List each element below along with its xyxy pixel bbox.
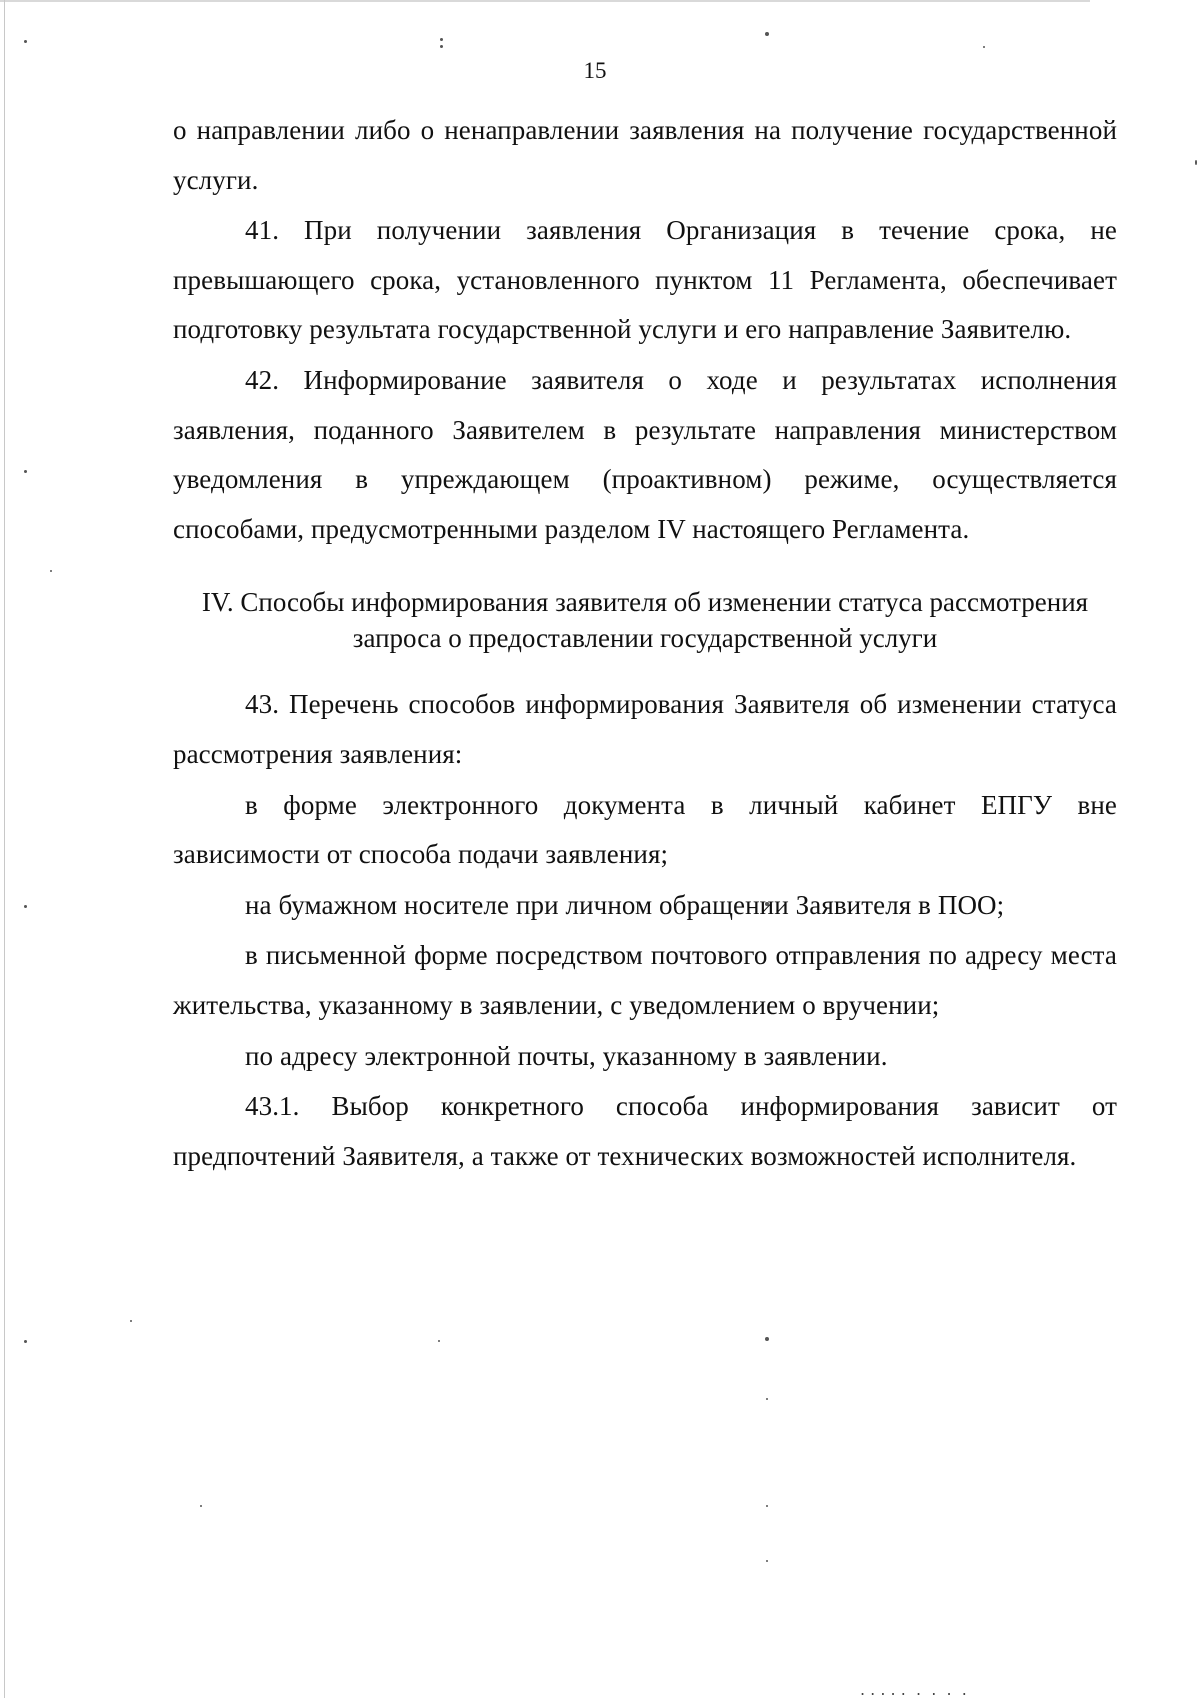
paragraph-43: 43. Перечень способов информирования Заявителя об изменении статуса рассмотрения заявления: (173, 689, 1117, 769)
method-paper: на бумажном носителе при личном обращении Заявителя в ПОО; (245, 889, 1005, 920)
paragraph-41: 41. При получении заявления Организация в течение срока, не превышающего срока, установленного пунктом 11 Регламента, обеспечивает подготовку результата государственной услуги и его направление Заявителю. (173, 215, 1117, 345)
scan-speck (1195, 160, 1197, 165)
scan-speck (24, 905, 27, 908)
scan-speck (766, 1505, 768, 1507)
method-electronic: в форме электронного документа в личный кабинет ЕПГУ вне зависимости от способа подачи заявления; (173, 789, 1117, 870)
scan-speck (766, 1560, 768, 1562)
scan-speck (765, 1337, 769, 1341)
document-body (173, 106, 1117, 1181)
scan-speck (130, 1320, 132, 1322)
scan-speck (440, 45, 443, 48)
scan-speck (200, 1505, 202, 1507)
method-postal: в письменной форме посредством почтового отправления по адресу места жительства, указанному в заявлении, с уведомлением о вручении; (173, 940, 1117, 1020)
method-email: по адресу электронной почты, указанному в заявлении. (245, 1040, 888, 1071)
scan-speck (50, 570, 52, 572)
scan-speck (24, 40, 27, 43)
paragraph-43-1: 43.1. Выбор конкретного способа информирования зависит от предпочтений Заявителя, а также от технических возможностей исполнителя. (173, 1091, 1117, 1171)
page-number: 15 (583, 58, 607, 83)
scan-left-edge (4, 0, 5, 1698)
scan-speck (24, 1340, 27, 1343)
section-heading-line-2: запроса о предоставлении государственной услуги (352, 623, 938, 654)
scan-speck (983, 46, 985, 48)
scan-speck (766, 1398, 768, 1400)
scan-speck (765, 32, 769, 36)
scan-smudge: . . . . . . . . . (860, 1680, 967, 1699)
scan-speck (24, 470, 27, 473)
section-heading-line-1: IV. Способы информирования заявителя об изменении статуса рассмотрения (201, 587, 1089, 618)
scan-speck (440, 38, 443, 41)
paragraph-40-continuation: о направлении либо о ненаправлении заявления на получение государственной услуги. (173, 115, 1117, 195)
section-heading (173, 584, 1117, 656)
scan-top-edge (0, 0, 1090, 2)
paragraph-42: 42. Информирование заявителя о ходе и результатах исполнения заявления, поданного Заявителем в результате направления министерством уведомления в упреждающем (проактивном) режиме, осуществляется способами, предусмотренными разделом IV настоящего Регламента. (173, 364, 1117, 544)
scan-speck (438, 1340, 440, 1342)
